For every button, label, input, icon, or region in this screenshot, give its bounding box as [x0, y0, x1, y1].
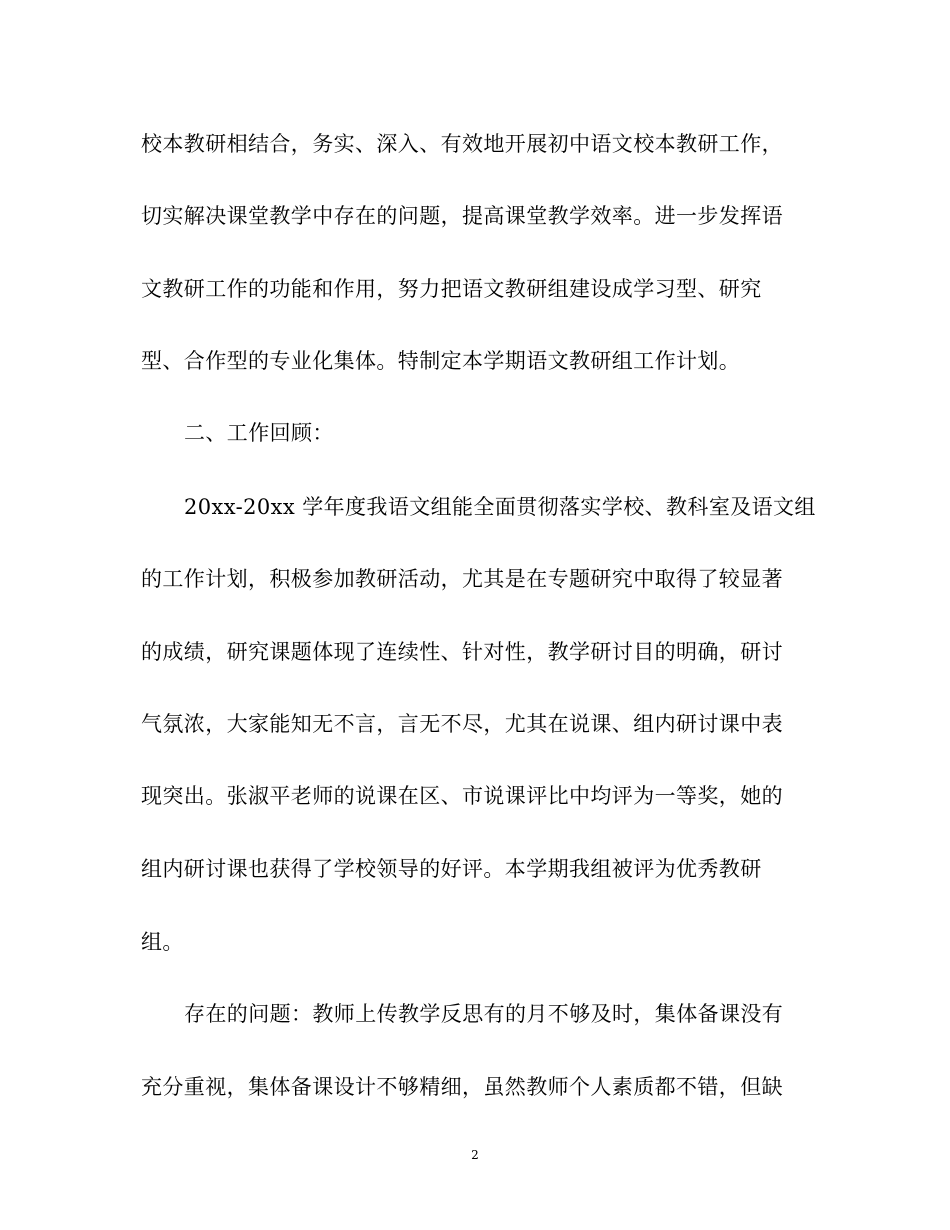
body-line-2: 切实解决课堂教学中存在的问题，提高课堂教学效率。进一步发挥语 [141, 204, 783, 228]
body-line-4: 型、合作型的专业化集体。特制定本学期语文教研组工作计划。 [141, 349, 741, 373]
body-line-3: 文教研工作的功能和作用，努力把语文教研组建设成学习型、研究 [141, 277, 762, 301]
body-line-7: 的工作计划，积极参加教研活动，尤其是在专题研究中取得了较显著 [141, 567, 783, 591]
body-line-6: 20xx-20xx 学年度我语文组能全面贯彻落实学校、教科室及语文组 [184, 495, 816, 519]
page-number: 2 [471, 1148, 479, 1162]
body-line-11: 组内研讨课也获得了学校领导的好评。本学期我组被评为优秀教研 [141, 857, 762, 881]
body-line-8: 的成绩，研究课题体现了连续性、针对性，教学研讨目的明确，研讨 [141, 640, 783, 664]
body-line-9: 气氛浓，大家能知无不言，言无不尽，尤其在说课、组内研讨课中表 [141, 712, 783, 736]
section-heading: 二、工作回顾： [184, 421, 334, 445]
body-line-13: 存在的问题：教师上传教学反思有的月不够及时，集体备课没有 [184, 1002, 784, 1026]
body-line-14: 充分重视，集体备课设计不够精细，虽然教师个人素质都不错，但缺 [141, 1075, 783, 1099]
body-line-10: 现突出。张淑平老师的说课在区、市说课评比中均评为一等奖，她的 [141, 784, 783, 808]
body-line-12: 组。 [141, 930, 184, 954]
body-line-1: 校本教研相结合，务实、深入、有效地开展初中语文校本教研工作， [141, 132, 783, 156]
